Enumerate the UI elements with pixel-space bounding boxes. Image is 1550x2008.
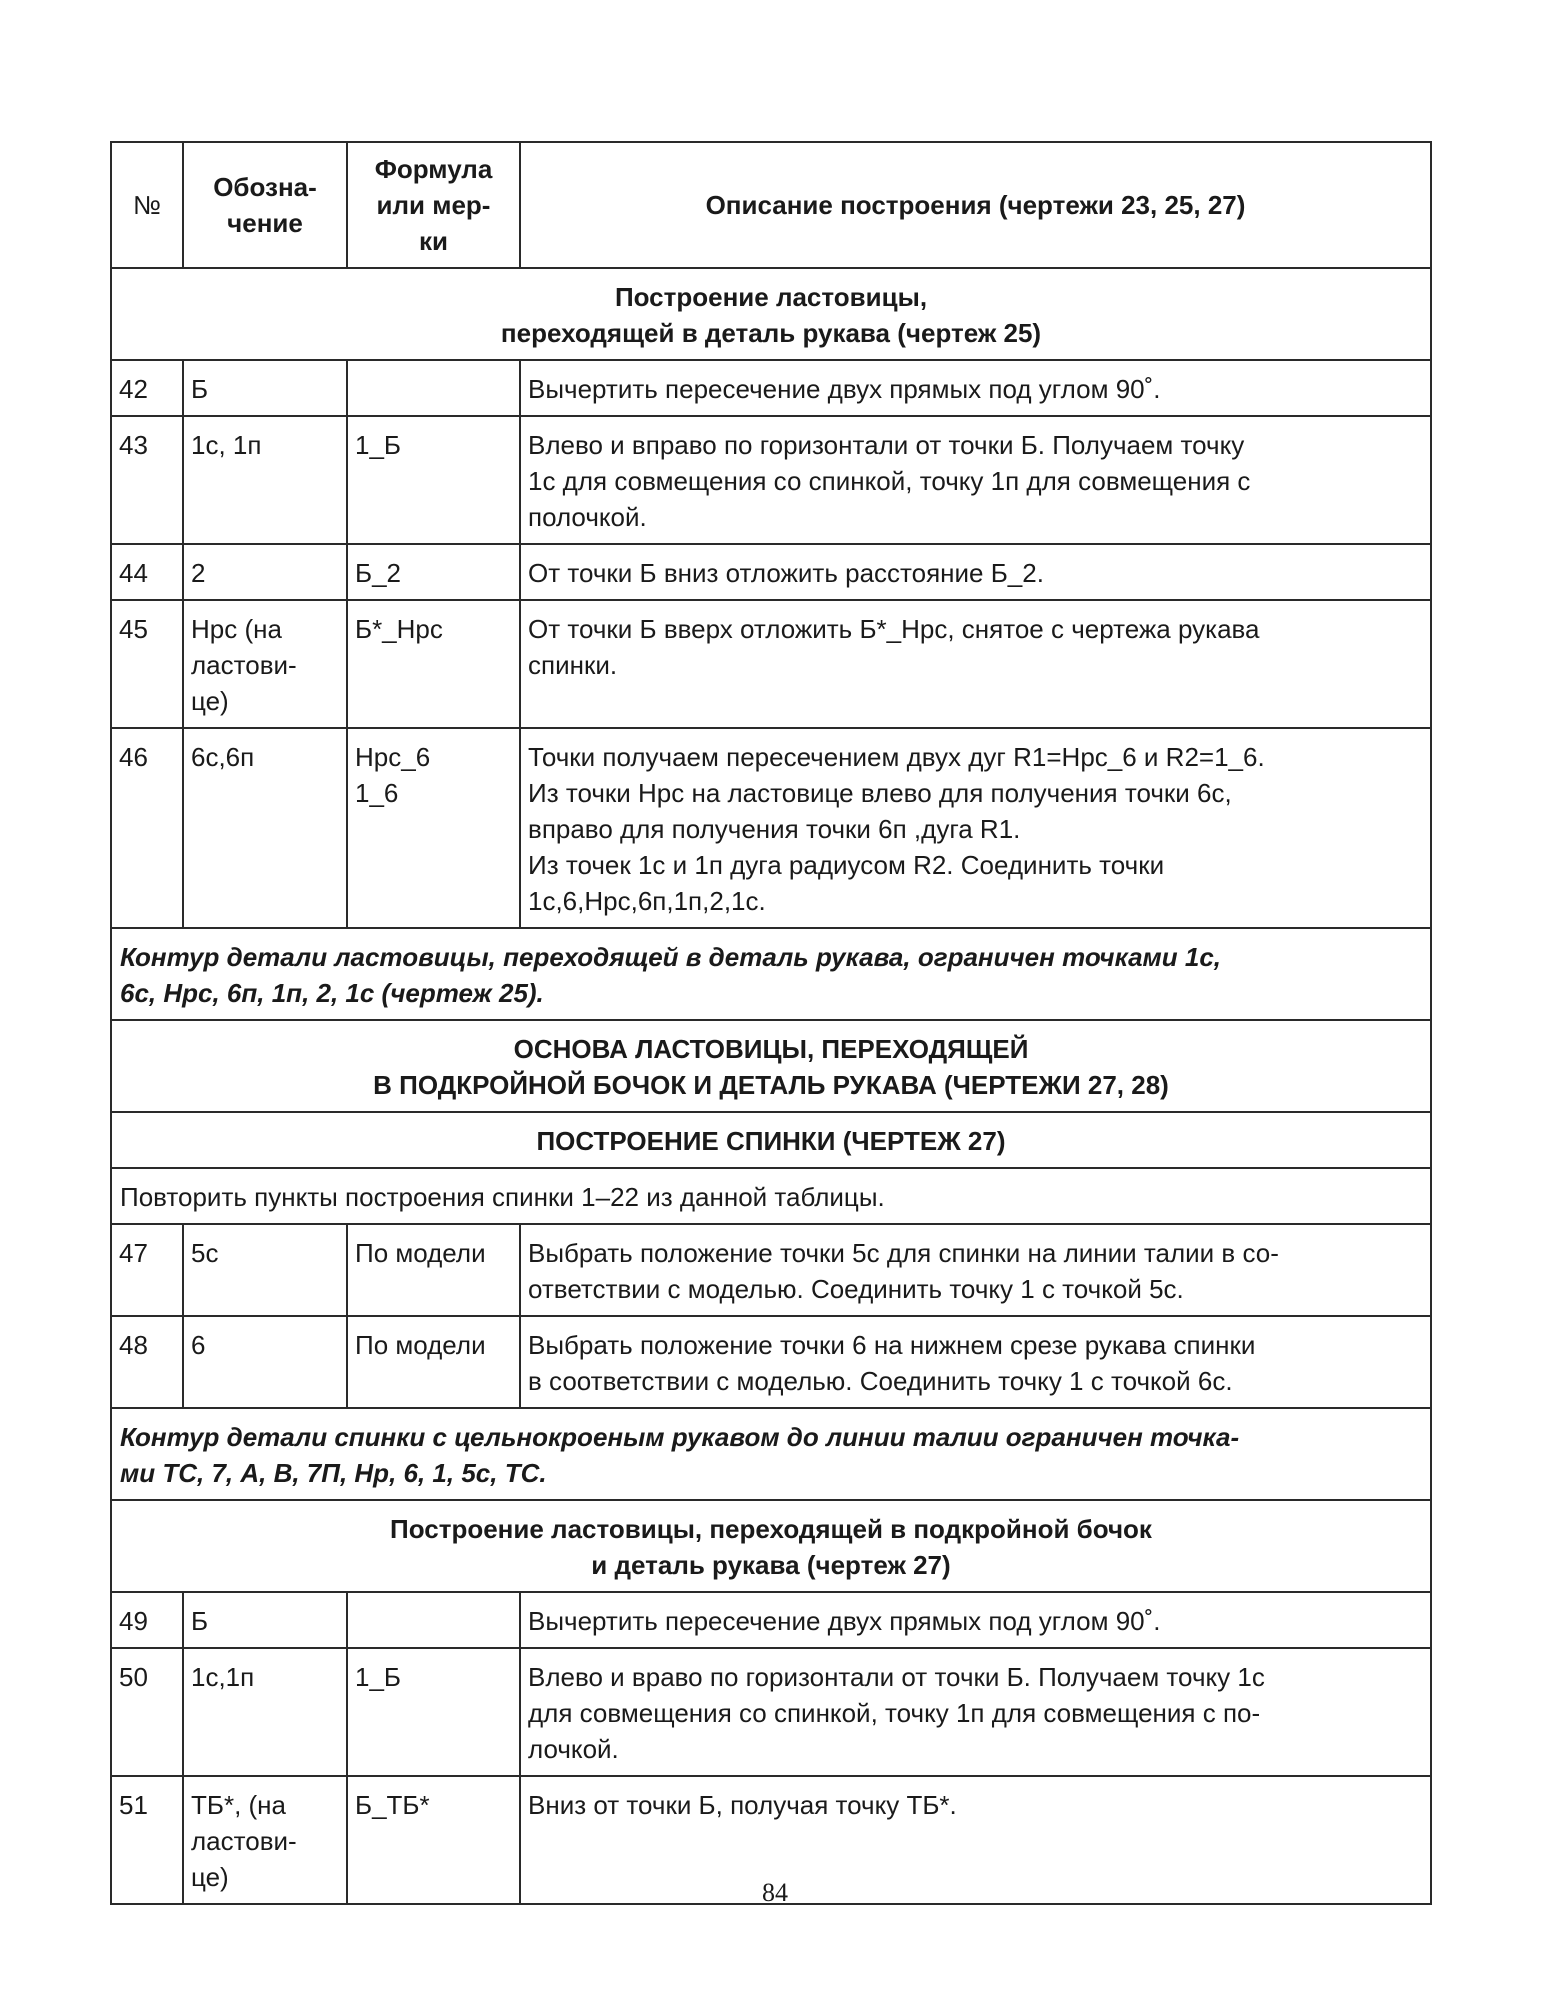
row-number: 46: [111, 728, 183, 928]
section-title-line: переходящей в деталь рукава (чертеж 25): [500, 318, 1042, 348]
designation-line: Нрс (на: [191, 614, 282, 644]
row-designation: 6: [183, 1316, 347, 1408]
contour-note: [111, 928, 1431, 1020]
row-number: 51: [111, 1776, 183, 1904]
table-row: [111, 1592, 1431, 1648]
section-title-row: [111, 1020, 1431, 1112]
description-line: 1с для совмещения со спинкой, точку 1п для совмещения с: [528, 466, 1251, 496]
row-description: Вниз от точки Б, получая точку ТБ*.: [520, 1776, 1431, 1904]
row-formula: 1_Б: [347, 416, 520, 544]
table-row: [111, 416, 1431, 544]
row-formula: По модели: [347, 1316, 520, 1408]
description-line: Выбрать положение точки 6 на нижнем срезе рукава спинки: [528, 1330, 1256, 1360]
description-line: Точки получаем пересечением двух дуг R1=Нрс_6 и R2=1_6.: [528, 742, 1265, 772]
contour-line: ми ТС, 7, А, В, 7П, Нр, 6, 1, 5с, ТС.: [120, 1458, 547, 1488]
row-number: 43: [111, 416, 183, 544]
contour-line: Контур детали ластовицы, переходящей в деталь рукава, ограничен точками 1с,: [120, 942, 1222, 972]
row-formula: [347, 1592, 520, 1648]
section-title-row: [111, 1112, 1431, 1168]
row-description: От точки Б вниз отложить расстояние Б_2.: [520, 544, 1431, 600]
description-line: лочкой.: [528, 1734, 619, 1764]
description-line: От точки Б вверх отложить Б*_Нрс, снятое с чертежа рукава: [528, 614, 1260, 644]
row-description: [520, 416, 1431, 544]
section-title-line: Построение ластовицы,: [614, 282, 928, 312]
row-description: Вычертить пересечение двух прямых под углом 90˚.: [520, 1592, 1431, 1648]
header-row: [111, 142, 1431, 268]
row-formula: Б_ТБ*: [347, 1776, 520, 1904]
row-description: [520, 600, 1431, 728]
formula-line: 1_6: [355, 778, 399, 808]
section-title-row: [111, 268, 1431, 360]
row-description: [520, 1224, 1431, 1316]
table-row: [111, 1648, 1431, 1776]
row-number: 48: [111, 1316, 183, 1408]
repeat-note: Повторить пункты построения спинки 1–22 из данной таблицы.: [111, 1168, 1431, 1224]
row-number: 49: [111, 1592, 183, 1648]
designation-line: це): [191, 686, 229, 716]
formula-line: Нрс_6: [355, 742, 431, 772]
contour-line: Контур детали спинки с цельнокроеным рукавом до линии талии ограничен точка-: [120, 1422, 1240, 1452]
section-title-line: ОСНОВА ЛАСТОВИЦЫ, ПЕРЕХОДЯЩЕЙ: [513, 1034, 1029, 1064]
row-designation: [183, 600, 347, 728]
table-row: [111, 1316, 1431, 1408]
page-number: 84: [762, 1878, 788, 1907]
row-designation: 5с: [183, 1224, 347, 1316]
section-title: [111, 1020, 1431, 1112]
table-row: [111, 360, 1431, 416]
description-line: ответствии с моделью. Соединить точку 1 с точкой 5с.: [528, 1274, 1184, 1304]
row-formula: 1_Б: [347, 1648, 520, 1776]
row-number: 44: [111, 544, 183, 600]
description-line: Влево и вправо по горизонтали от точки Б. Получаем точку: [528, 430, 1245, 460]
row-description: Вычертить пересечение двух прямых под углом 90˚.: [520, 360, 1431, 416]
row-number: 42: [111, 360, 183, 416]
header-formula-line: ки: [419, 226, 448, 256]
section-title-line: В ПОДКРОЙНОЙ БОЧОК И ДЕТАЛЬ РУКАВА (ЧЕРТЕЖИ 27, 28): [373, 1070, 1169, 1100]
row-formula: По модели: [347, 1224, 520, 1316]
row-formula: [347, 728, 520, 928]
designation-line: ТБ*, (на: [191, 1790, 286, 1820]
row-number: 45: [111, 600, 183, 728]
row-designation: 1с, 1п: [183, 416, 347, 544]
row-formula: Б_2: [347, 544, 520, 600]
description-line: спинки.: [528, 650, 618, 680]
table-row: [111, 600, 1431, 728]
section-title-line: Построение ластовицы, переходящей в подкройной бочок: [390, 1514, 1152, 1544]
row-description: [520, 728, 1431, 928]
row-designation: 6с,6п: [183, 728, 347, 928]
table-row: [111, 728, 1431, 928]
row-description: [520, 1648, 1431, 1776]
description-line: полочкой.: [528, 502, 647, 532]
header-number: №: [111, 142, 183, 268]
header-formula-line: или мер-: [376, 190, 491, 220]
contour-note: [111, 1408, 1431, 1500]
header-description: Описание построения (чертежи 23, 25, 27): [520, 142, 1431, 268]
row-designation: Б: [183, 1592, 347, 1648]
row-designation: 1с,1п: [183, 1648, 347, 1776]
description-line: в соответствии с моделью. Соединить точку 1 с точкой 6с.: [528, 1366, 1233, 1396]
row-description: [520, 1316, 1431, 1408]
construction-table: [110, 141, 1432, 1905]
note-row: [111, 1168, 1431, 1224]
description-line: для совмещения со спинкой, точку 1п для совмещения с по-: [528, 1698, 1261, 1728]
description-line: 1с,6,Нрс,6п,1п,2,1с.: [528, 886, 766, 916]
header-designation-line: чение: [227, 208, 303, 238]
contour-row: [111, 1408, 1431, 1500]
row-formula: Б*_Нрс: [347, 600, 520, 728]
contour-row: [111, 928, 1431, 1020]
description-line: вправо для получения точки 6п ,дуга R1.: [528, 814, 1021, 844]
section-title: [111, 268, 1431, 360]
designation-line: це): [191, 1862, 229, 1892]
header-designation-line: Обозна-: [213, 172, 317, 202]
section-title: ПОСТРОЕНИЕ СПИНКИ (ЧЕРТЕЖ 27): [111, 1112, 1431, 1168]
contour-line: 6с, Нрс, 6п, 1п, 2, 1с (чертеж 25).: [120, 978, 544, 1008]
header-formula-line: Формула: [374, 154, 493, 184]
header-formula: [347, 142, 520, 268]
section-title-line: и деталь рукава (чертеж 27): [591, 1550, 951, 1580]
description-line: Из точки Нрс на ластовице влево для получения точки 6с,: [528, 778, 1232, 808]
table-row: [111, 1224, 1431, 1316]
description-line: Влево и враво по горизонтали от точки Б. Получаем точку 1с: [528, 1662, 1265, 1692]
row-number: 47: [111, 1224, 183, 1316]
section-title: [111, 1500, 1431, 1592]
row-designation: 2: [183, 544, 347, 600]
description-line: Из точек 1с и 1п дуга радиусом R2. Соединить точки: [528, 850, 1165, 880]
row-designation: Б: [183, 360, 347, 416]
description-line: Выбрать положение точки 5с для спинки на линии талии в со-: [528, 1238, 1279, 1268]
section-title-row: [111, 1500, 1431, 1592]
designation-line: ластови-: [191, 650, 297, 680]
row-formula: [347, 360, 520, 416]
header-designation: [183, 142, 347, 268]
row-number: 50: [111, 1648, 183, 1776]
designation-line: ластови-: [191, 1826, 297, 1856]
table-row: [111, 544, 1431, 600]
